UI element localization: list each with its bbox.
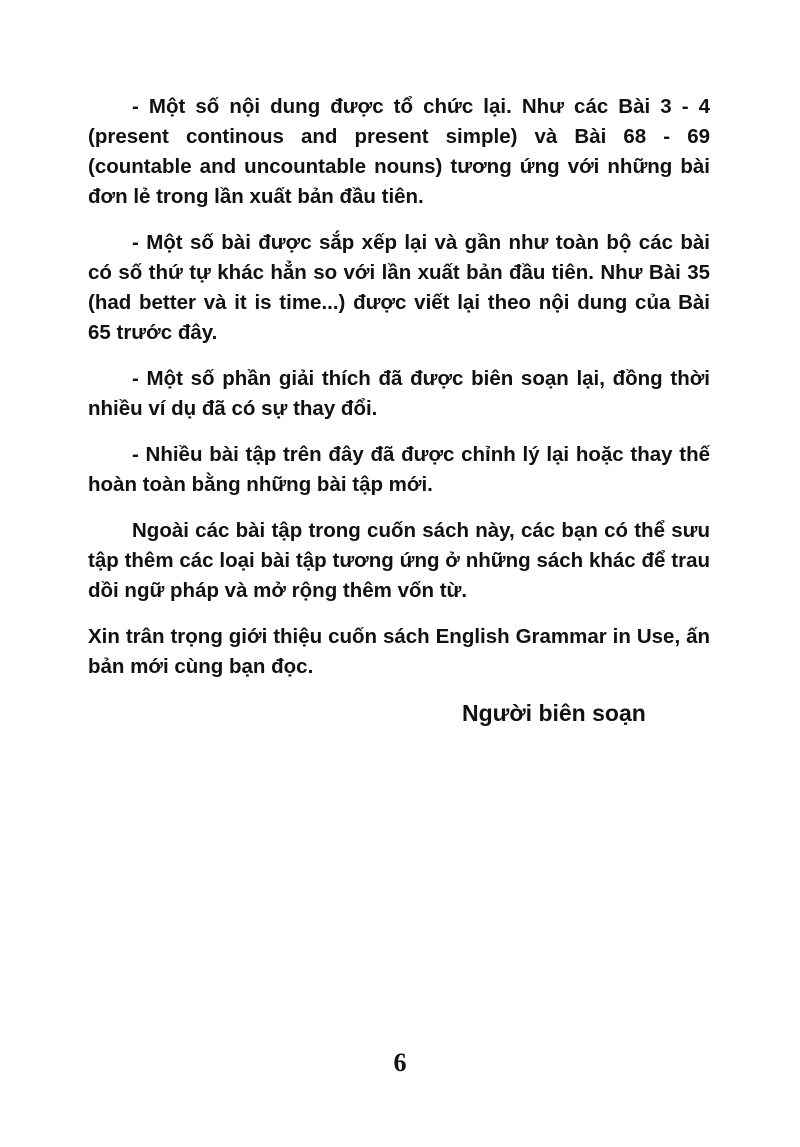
paragraph-reorganized-content: - Một số nội dung được tổ chức lại. Như các Bài 3 - 4 (present continous and present simple) và Bài 68 - 69 (countable and uncountable nouns) tương ứng với những bài đơn lẻ trong lần xuất bản đầu tiên. bbox=[88, 95, 710, 208]
author-signature: Người biên soạn bbox=[462, 700, 646, 726]
paragraph-updated-exercises: - Nhiều bài tập trên đây đã được chỉnh lý lại hoặc thay thế hoàn toàn bằng những bài tập mới. bbox=[88, 443, 710, 496]
paragraph-additional-exercises: Ngoài các bài tập trong cuốn sách này, các bạn có thể sưu tập thêm các loại bài tập tương ứng ở những sách khác để trau dồi ngữ pháp và mở rộng thêm vốn từ. bbox=[88, 519, 710, 602]
paragraph-rearranged-lessons: - Một số bài được sắp xếp lại và gần như toàn bộ các bài có số thứ tự khác hẳn so với lần xuất bản đầu tiên. Như Bài 35 (had better và it is time...) được viết lại theo nội dung của Bài 65 trước đây. bbox=[88, 231, 710, 344]
page-number: 6 bbox=[393, 1048, 407, 1077]
paragraph-introduction: Xin trân trọng giới thiệu cuốn sách English Grammar in Use, ấn bản mới cùng bạn đọc. bbox=[88, 625, 710, 678]
paragraph-revised-explanations: - Một số phần giải thích đã được biên soạn lại, đồng thời nhiều ví dụ đã có sự thay đổi. bbox=[88, 367, 710, 420]
body-text bbox=[88, 92, 710, 698]
